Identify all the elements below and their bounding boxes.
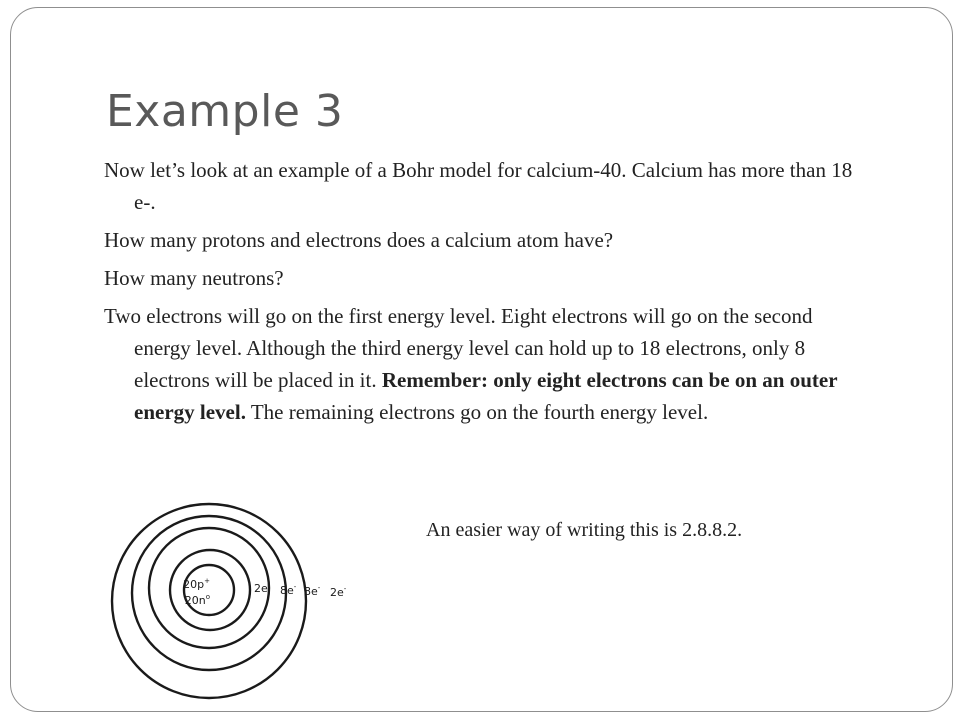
paragraph-question-neutrons <box>104 262 864 294</box>
energy-level-2-label <box>280 583 297 597</box>
bohr-model-diagram <box>110 492 370 710</box>
electron-charge: - <box>267 581 271 589</box>
paragraph-text: The remaining electrons go on the fourth energy level. <box>245 400 709 424</box>
paragraph-text: How many protons and electrons does a calcium atom have? <box>104 228 614 252</box>
slide-body <box>104 154 864 434</box>
energy-level-4-label <box>330 585 347 599</box>
electron-count: 2e <box>254 582 268 595</box>
neutrons-count: 20n <box>184 594 206 607</box>
emphasis-text: Remember: only eight electrons can be on an outer energy level. <box>134 368 838 424</box>
proton-charge: + <box>204 577 210 585</box>
electron-count: 8e <box>304 585 318 598</box>
paragraph-intro <box>104 154 864 218</box>
nucleus-neutrons-label <box>185 593 210 607</box>
electron-count: 2e <box>330 586 344 599</box>
shorthand-note: An easier way of writing this is 2.8.8.2. <box>426 519 743 541</box>
protons-count: 20p <box>183 578 205 591</box>
nucleus-protons-label <box>183 577 210 591</box>
energy-level-1-ring <box>170 550 250 630</box>
neutron-charge: o <box>205 593 210 601</box>
electron-charge: - <box>343 585 347 593</box>
paragraph-explanation <box>104 300 864 428</box>
electron-charge: - <box>317 584 321 592</box>
energy-level-3-label <box>304 584 321 598</box>
paragraph-text: Two electrons will go on the first energy level. Eight electrons will go on the second energy level. Although the third energy level can hold up to 18 electrons, only 8 electrons will be placed in it. <box>104 304 813 392</box>
paragraph-text: How many neutrons? <box>104 266 284 290</box>
paragraph-text: Now let’s look at an example of a Bohr model for calcium-40. Calcium has more than 18 e-. <box>104 158 853 214</box>
electron-charge: - <box>293 583 297 591</box>
slide-title: Example 3 <box>106 86 344 137</box>
paragraph-question-protons <box>104 224 864 256</box>
electron-count: 8e <box>280 584 294 597</box>
